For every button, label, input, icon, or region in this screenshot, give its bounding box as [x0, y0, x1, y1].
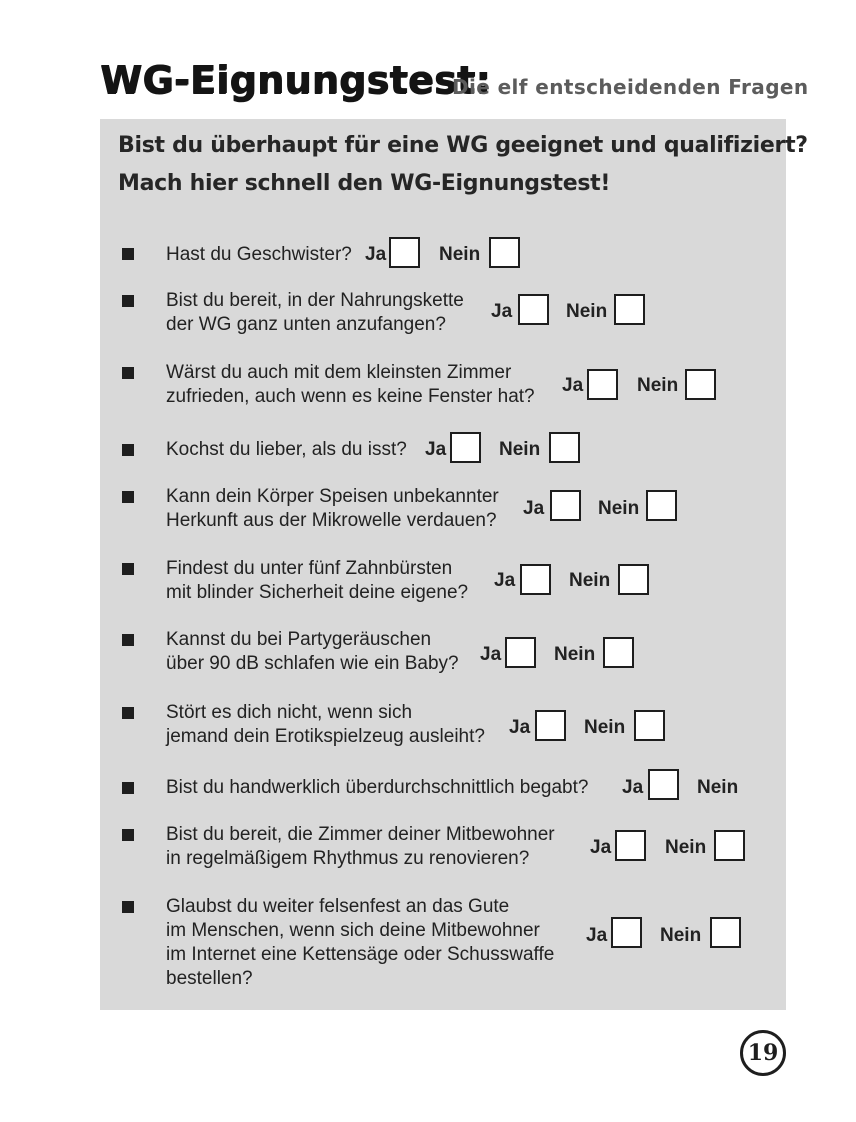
question-text: Bist du bereit, die Zimmer deiner Mitbewohner in regelmäßigem Rhythmus zu renovieren? [166, 824, 555, 869]
yes-label: Ja [586, 925, 608, 946]
bullet-icon [122, 634, 134, 646]
no-checkbox[interactable] [614, 294, 645, 325]
yes-label: Ja [590, 837, 612, 858]
yes-checkbox[interactable] [505, 637, 536, 668]
yes-label: Ja [622, 777, 644, 798]
yes-label: Ja [494, 570, 516, 591]
no-checkbox[interactable] [603, 637, 634, 668]
yes-label: Ja [365, 244, 387, 265]
page-header [100, 58, 809, 108]
bullet-icon [122, 563, 134, 575]
no-checkbox[interactable] [646, 490, 677, 521]
page-title: WG-Eignungstest: [100, 58, 491, 102]
question-text: Stört es dich nicht, wenn sich jemand dein Erotikspielzeug ausleiht? [166, 702, 485, 747]
no-checkbox[interactable] [634, 710, 665, 741]
bullet-icon [122, 367, 134, 379]
yes-checkbox[interactable] [518, 294, 549, 325]
bullet-icon [122, 444, 134, 456]
yes-checkbox[interactable] [450, 432, 481, 463]
no-label: Nein [660, 925, 702, 946]
yes-checkbox[interactable] [615, 830, 646, 861]
question-text: Hast du Geschwister? [166, 244, 352, 265]
questionnaire-panel [100, 119, 808, 1010]
no-label: Nein [439, 244, 481, 265]
no-label: Nein [697, 777, 739, 798]
question-text: Kochst du lieber, als du isst? [166, 439, 407, 460]
question-text: Kann dein Körper Speisen unbekannter Herkunft aus der Mikrowelle verdauen? [166, 486, 499, 531]
yes-label: Ja [509, 717, 531, 738]
yes-checkbox[interactable] [550, 490, 581, 521]
question-text: Glaubst du weiter felsenfest an das Gute im Menschen, wenn sich deine Mitbewohner im Internet eine Kettensäge oder Schusswaffe bestellen? [166, 896, 555, 989]
no-label: Nein [637, 375, 679, 396]
no-checkbox[interactable] [549, 432, 580, 463]
yes-label: Ja [523, 498, 545, 519]
yes-checkbox[interactable] [535, 710, 566, 741]
no-checkbox[interactable] [489, 237, 520, 268]
intro-line-1: Bist du überhaupt für eine WG geeignet und qualifiziert? [118, 133, 808, 158]
bullet-icon [122, 782, 134, 794]
yes-label: Ja [562, 375, 584, 396]
no-label: Nein [598, 498, 640, 519]
bullet-icon [122, 901, 134, 913]
page-number: 19 [740, 1030, 786, 1076]
intro-line-2: Mach hier schnell den WG-Eignungstest! [118, 171, 611, 196]
yes-checkbox[interactable] [520, 564, 551, 595]
no-label: Nein [569, 570, 611, 591]
yes-label: Ja [491, 301, 513, 322]
no-checkbox[interactable] [685, 369, 716, 400]
bullet-icon [122, 829, 134, 841]
yes-checkbox[interactable] [389, 237, 420, 268]
bullet-icon [122, 491, 134, 503]
question-text: Wärst du auch mit dem kleinsten Zimmer zufrieden, auch wenn es keine Fenster hat? [166, 362, 535, 407]
question-text: Bist du bereit, in der Nahrungskette der WG ganz unten anzufangen? [166, 290, 464, 335]
bullet-icon [122, 248, 134, 260]
yes-checkbox[interactable] [611, 917, 642, 948]
yes-checkbox[interactable] [648, 769, 679, 800]
no-label: Nein [584, 717, 626, 738]
question-text: Bist du handwerklich überdurchschnittlich begabt? [166, 777, 589, 798]
yes-checkbox[interactable] [587, 369, 618, 400]
page-subtitle: Die elf entscheidenden Fragen [452, 75, 809, 99]
question-text: Findest du unter fünf Zahnbürsten mit blinder Sicherheit deine eigene? [166, 558, 469, 603]
no-label: Nein [566, 301, 608, 322]
no-label: Nein [554, 644, 596, 665]
no-label: Nein [665, 837, 707, 858]
no-checkbox[interactable] [618, 564, 649, 595]
no-checkbox[interactable] [710, 917, 741, 948]
no-label: Nein [499, 439, 541, 460]
no-checkbox[interactable] [714, 830, 745, 861]
yes-label: Ja [480, 644, 502, 665]
question-text: Kannst du bei Partygeräuschen über 90 dB schlafen wie ein Baby? [166, 629, 459, 674]
bullet-icon [122, 295, 134, 307]
bullet-icon [122, 707, 134, 719]
yes-label: Ja [425, 439, 447, 460]
